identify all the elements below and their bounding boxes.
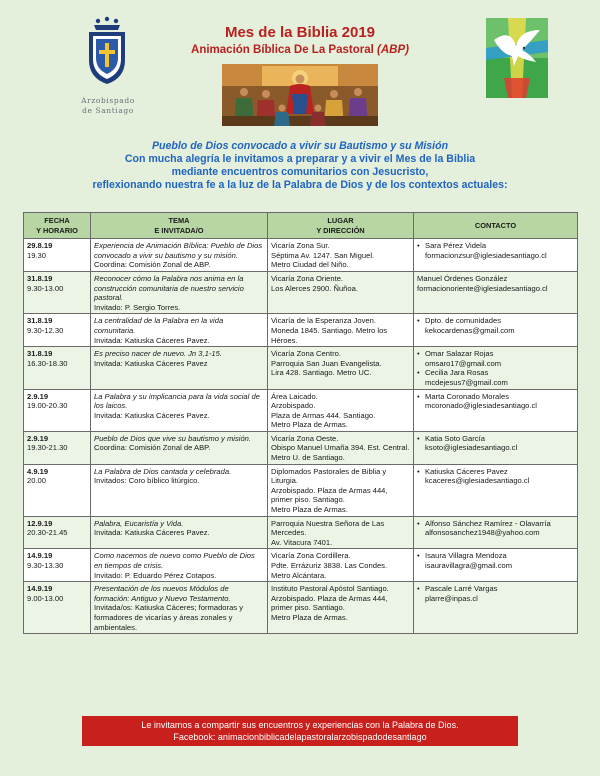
contact-email[interactable]: formacionzsur@iglesiadesantiago.cl bbox=[425, 250, 547, 260]
theme-cell bbox=[91, 271, 268, 313]
place-line: Arzobispado. Plaza de Armas 444, primer piso. Santiago. bbox=[271, 485, 388, 505]
intro-line-2: Con mucha alegría le invitamos a preparar y a vivir el Mes de la Biblia bbox=[124, 153, 476, 165]
place-line: Av. Vitacura 7401. bbox=[271, 537, 333, 547]
event-guest: Invitado: P. Sergio Torres. bbox=[94, 302, 181, 312]
theme-cell bbox=[91, 582, 268, 634]
date-cell bbox=[24, 464, 91, 516]
theme-cell bbox=[91, 347, 268, 389]
header-date-line-1: FECHA bbox=[44, 216, 70, 225]
event-theme: Presentación de los nuevos Módulos de formación: Antiguo y Nuevo Testamento. bbox=[94, 584, 231, 603]
event-date: 14.9.19 bbox=[27, 551, 53, 561]
date-cell bbox=[24, 516, 91, 549]
date-cell bbox=[24, 431, 91, 464]
theme-cell bbox=[91, 314, 268, 347]
theme-cell bbox=[91, 239, 268, 272]
contact-cell bbox=[414, 431, 578, 464]
date-cell bbox=[24, 347, 91, 389]
contact-name: Pascale Larré Vargas bbox=[425, 584, 498, 594]
event-time: 20.30-21.45 bbox=[27, 528, 68, 538]
org-line-1: Arzobispado bbox=[81, 96, 135, 105]
contact-name: Alfonso Sánchez Ramírez - Olavarría bbox=[425, 518, 551, 528]
place-cell bbox=[268, 314, 414, 347]
event-time: 19.30 bbox=[27, 250, 47, 260]
table-row bbox=[24, 431, 578, 464]
organization-name bbox=[60, 96, 156, 116]
contact-name: Omar Salazar Rojas bbox=[425, 349, 494, 359]
subtitle-main: Animación Bíblica De La Pastoral bbox=[191, 44, 378, 56]
header-date bbox=[24, 213, 91, 239]
event-time: 19.00-20.30 bbox=[27, 401, 68, 411]
header-place-line-2: Y DIRECCIÓN bbox=[316, 225, 365, 235]
jesus-with-disciples-painting bbox=[222, 64, 378, 126]
place-line: Instituto Pastoral Apóstol Santiago. bbox=[271, 584, 389, 594]
place-line: Metro Plaza de Armas. bbox=[271, 420, 348, 430]
event-guest: Invitado: P. Eduardo Pérez Cotapos. bbox=[94, 570, 217, 580]
place-cell bbox=[268, 464, 414, 516]
theme-cell bbox=[91, 389, 268, 431]
place-line: Obispo Manuel Umaña 394. Est. Central. Metro U. de Santiago. bbox=[271, 443, 410, 463]
place-line: Arzobispado. Plaza de Armas 444, primer piso. Santiago. bbox=[271, 593, 388, 613]
event-theme: Pueblo de Dios que vive su bautismo y misión. bbox=[94, 433, 252, 443]
date-cell bbox=[24, 549, 91, 582]
contact-entry bbox=[417, 392, 574, 411]
event-theme: La Palabra de Dios cantada y celebrada. bbox=[94, 466, 232, 476]
contact-cell bbox=[414, 314, 578, 347]
place-line: Vicaría Zona Sur. bbox=[271, 241, 330, 251]
contact-cell bbox=[414, 582, 578, 634]
header bbox=[0, 0, 600, 135]
place-line: Parroquia San Juan Evangelista. bbox=[271, 358, 382, 368]
place-line: Metro Alcántara. bbox=[271, 570, 327, 580]
contact-name: Sara Pérez Videla bbox=[425, 241, 487, 251]
event-date: 29.8.19 bbox=[27, 241, 53, 251]
table-row bbox=[24, 271, 578, 313]
contact-name: Marta Coronado Morales bbox=[425, 391, 509, 401]
intro-slogan: Pueblo de Dios convocado a vivir su Bautismo y su Misión bbox=[151, 140, 449, 152]
event-time: 20.00 bbox=[27, 476, 47, 486]
place-cell bbox=[268, 582, 414, 634]
contact-entry bbox=[417, 241, 574, 260]
event-theme: La centralidad de la Palabra en la vida comunitaria. bbox=[94, 316, 224, 335]
holy-spirit-dove-icon bbox=[486, 18, 548, 98]
header-theme-line-2: E INVITADA/O bbox=[154, 225, 204, 235]
event-time: 9.30-12.30 bbox=[27, 325, 64, 335]
contact-email[interactable]: ksoto@iglesiadesantiago.cl bbox=[425, 443, 518, 453]
page-title: Mes de la Biblia 2019 bbox=[224, 24, 376, 41]
contact-cell bbox=[414, 389, 578, 431]
contact-entry bbox=[417, 434, 574, 453]
place-cell bbox=[268, 347, 414, 389]
table-row bbox=[24, 347, 578, 389]
place-line: Vicaría Zona Cordillera. bbox=[271, 551, 351, 561]
contact-cell bbox=[414, 239, 578, 272]
place-line: Metro Ciudad del Niño. bbox=[271, 260, 349, 270]
contact-name: Katiuska Cáceres Pavez bbox=[425, 466, 508, 476]
contact-entry bbox=[417, 368, 574, 387]
place-line: Vicaría Zona Oriente. bbox=[271, 273, 344, 283]
event-date: 4.9.19 bbox=[27, 466, 49, 476]
place-line: Metro Plaza de Armas. bbox=[271, 612, 348, 622]
place-cell bbox=[268, 271, 414, 313]
place-line: Los Alerces 2900. Ñuñoa. bbox=[271, 283, 358, 293]
header-theme bbox=[91, 213, 268, 239]
contact-email[interactable]: plarre@inpas.cl bbox=[425, 593, 478, 603]
place-line: Metro Plaza de Armas. bbox=[271, 505, 348, 515]
org-line-2: de Santiago bbox=[82, 106, 134, 115]
place-line: Vicaría Zona Centro. bbox=[271, 349, 341, 359]
event-date: 31.8.19 bbox=[27, 316, 53, 326]
place-line: Séptima Av. 1247. San Miguel. bbox=[271, 250, 375, 260]
contact-cell bbox=[414, 464, 578, 516]
place-cell bbox=[268, 516, 414, 549]
event-guest: Invitada/os: Katiuska Cáceres; formadoras y formadores de vicarías y áreas zonales y ambientales. bbox=[94, 603, 243, 632]
header-theme-line-1: TEMA bbox=[168, 216, 190, 225]
intro-line-4: reflexionando nuestra fe a la luz de la Palabra de Dios y de los contextos actuales: bbox=[92, 179, 508, 191]
event-time: 9.00-13.00 bbox=[27, 593, 64, 603]
event-date: 12.9.19 bbox=[27, 518, 53, 528]
page-subtitle bbox=[130, 44, 470, 56]
table-row bbox=[24, 516, 578, 549]
table-header-row bbox=[24, 213, 578, 239]
event-date: 2.9.19 bbox=[27, 433, 49, 443]
theme-cell bbox=[91, 464, 268, 516]
place-line: Vicaría de la Esperanza Joven. bbox=[271, 316, 376, 326]
event-date: 31.8.19 bbox=[27, 349, 53, 359]
contact-email[interactable]: mcoronado@iglesiadesantiago.cl bbox=[425, 401, 537, 411]
date-cell bbox=[24, 389, 91, 431]
footer-invitation: Le invitamos a compartir sus encuentros y experiencias con la Palabra de Dios. bbox=[141, 720, 459, 730]
contact-name: Cecilia Jara Rosas bbox=[425, 368, 489, 378]
event-time: 9.30-13.00 bbox=[27, 283, 64, 293]
place-line: Arzobispado. bbox=[271, 401, 316, 411]
date-cell bbox=[24, 271, 91, 313]
place-line: Parroquia Nuestra Señora de Las Mercedes. bbox=[271, 518, 385, 538]
event-date: 14.9.19 bbox=[27, 584, 53, 594]
contact-entry bbox=[417, 519, 574, 538]
event-theme: Como nacemos de nuevo como Pueblo de Dios en tiempos de crisis. bbox=[94, 551, 255, 570]
theme-cell bbox=[91, 516, 268, 549]
theme-cell bbox=[91, 549, 268, 582]
contact-name: Dpto. de comunidades bbox=[425, 316, 501, 326]
place-line: Plaza de Armas 444. Santiago. bbox=[271, 410, 376, 420]
place-cell bbox=[268, 239, 414, 272]
contact-email[interactable]: isauravillagra@gmail.com bbox=[425, 561, 513, 570]
date-cell bbox=[24, 582, 91, 634]
contact-email[interactable]: mcdejesus7@gmail.com bbox=[425, 377, 508, 387]
place-line: Lira 428. Santiago. Metro UC. bbox=[271, 368, 372, 378]
place-line: Área Laicado. bbox=[271, 391, 318, 401]
place-cell bbox=[268, 431, 414, 464]
header-place bbox=[268, 213, 414, 239]
contact-email[interactable]: kcaceres@iglesiadesantiago.cl bbox=[425, 476, 530, 486]
table-row bbox=[24, 389, 578, 431]
event-time: 16.30-18.30 bbox=[27, 358, 68, 368]
header-date-line-2: Y HORARIO bbox=[36, 225, 78, 235]
event-time: 19.30-21.30 bbox=[27, 443, 68, 453]
place-cell bbox=[268, 389, 414, 431]
table-row bbox=[24, 314, 578, 347]
event-theme: La Palabra y su implicancia para la vida social de los laicos. bbox=[94, 391, 260, 411]
table-row bbox=[24, 582, 578, 634]
contact-name: Manuel Órdenes González bbox=[417, 273, 508, 283]
event-theme: Reconocer cómo la Palabra nos anima en la construcción comunitaria de nuestro servicio pastoral. bbox=[94, 273, 244, 303]
table-row bbox=[24, 464, 578, 516]
contact-cell bbox=[414, 347, 578, 389]
event-theme: Palabra, Eucaristía y Vida. bbox=[94, 518, 184, 528]
contact-entry bbox=[417, 467, 574, 486]
event-theme: Experiencia de Animación Bíblica: Pueblo de Dios convocado a vivir su bautismo y su misión. bbox=[94, 241, 263, 260]
footer-banner bbox=[82, 716, 518, 746]
event-guest: Invitada: Katiuska Cáceres Pavez. bbox=[94, 410, 210, 420]
event-date: 31.8.19 bbox=[27, 273, 53, 283]
event-guest: Invitada: Katiuska Cáceres Pavez. bbox=[94, 335, 210, 345]
contact-cell bbox=[414, 549, 578, 582]
intro-line-3: mediante encuentros comunitarios con Jesucristo, bbox=[171, 166, 429, 178]
event-theme: Es preciso nacer de nuevo. Jn 3,1-15. bbox=[94, 349, 222, 359]
contact-email[interactable]: alfonsosanchez1948@yahoo.com bbox=[425, 528, 540, 538]
place-line: Moneda 1845. Santiago. Metro los Héroes. bbox=[271, 325, 388, 345]
event-guest: Invitados: Coro bíblico litúrgico. bbox=[94, 476, 200, 486]
place-line: Vicaría Zona Oeste. bbox=[271, 433, 339, 443]
place-line: Diplomados Pastorales de Biblia y Liturgia. bbox=[271, 466, 387, 486]
subtitle-acronym: (ABP) bbox=[377, 44, 409, 56]
place-cell bbox=[268, 549, 414, 582]
table-row bbox=[24, 239, 578, 272]
contact-cell bbox=[414, 271, 578, 313]
footer-facebook[interactable]: Facebook: animacionbiblicadelapastoralarzobispadodesantiago bbox=[173, 732, 427, 742]
event-guest: Invitada: Katiuska Cáceres Pavez. bbox=[94, 528, 210, 538]
contact-cell bbox=[414, 516, 578, 549]
event-guest: Invitada: Katiuska Cáceres Pavez bbox=[94, 358, 208, 368]
event-guest: Coordina: Comisión Zonal de ABP. bbox=[94, 260, 211, 270]
contact-email[interactable]: kekocardenas@gmail.com bbox=[425, 325, 515, 335]
event-date: 2.9.19 bbox=[27, 391, 49, 401]
theme-cell bbox=[91, 431, 268, 464]
date-cell bbox=[24, 239, 91, 272]
archdiocese-shield-icon bbox=[84, 16, 130, 86]
place-line: Pdte. Errázuriz 3838. Las Condes. bbox=[271, 561, 388, 570]
intro-text bbox=[20, 140, 580, 192]
event-time: 9.30-13.30 bbox=[27, 561, 64, 570]
contact-name: Katia Soto García bbox=[425, 433, 485, 443]
contact-email[interactable]: formacionoriente@iglesiadesantiago.cl bbox=[417, 283, 548, 293]
date-cell bbox=[24, 314, 91, 347]
contact-email[interactable]: omsaro17@gmail.com bbox=[425, 358, 502, 368]
contact-entry bbox=[417, 551, 574, 570]
schedule-table bbox=[23, 212, 578, 634]
contact-entry bbox=[417, 316, 574, 335]
event-guest: Coordina: Comisión Zonal de ABP. bbox=[94, 443, 211, 453]
contact-entry bbox=[417, 584, 574, 603]
table-row bbox=[24, 549, 578, 582]
contact-entry bbox=[417, 349, 574, 368]
header-place-line-1: LUGAR bbox=[327, 216, 354, 225]
contact-name: Isaura Villagra Mendoza bbox=[425, 551, 507, 561]
header-contact: CONTACTO bbox=[414, 213, 578, 239]
